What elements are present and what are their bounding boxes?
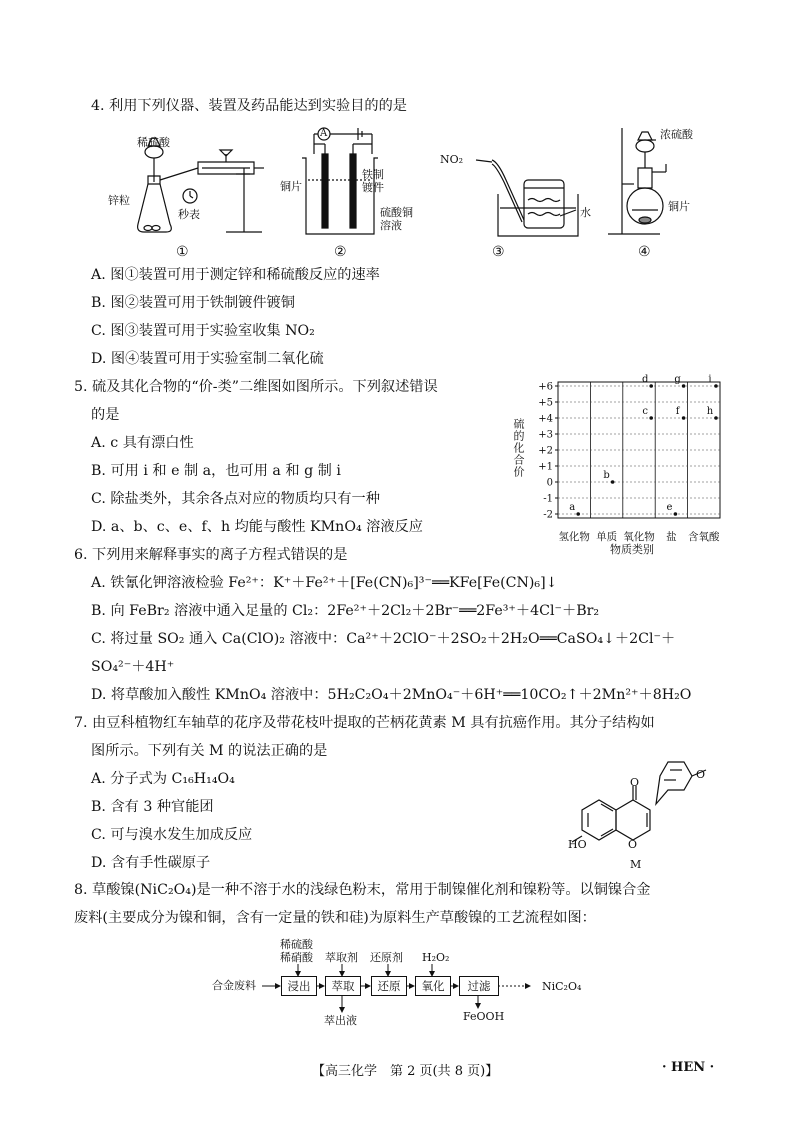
q5-option-b: B. 可用 i 和 e 制 a，也可用 a 和 g 制 i [91, 463, 341, 479]
q7-option-a: A. 分子式为 C₁₆H₁₄O₄ [91, 771, 235, 787]
q7-stem-line2: 图所示。下列有关 M 的说法正确的是 [91, 743, 328, 759]
q7-option-c: C. 可与溴水发生加成反应 [91, 827, 253, 843]
q4-option-b: B. 图②装置可用于铁制镀件镀铜 [91, 295, 295, 311]
flow-step-oxidize: 氧化 [415, 976, 451, 996]
chart-point-label-g: g [674, 374, 681, 385]
mol-o-ring: O [628, 838, 638, 851]
q5-option-a: A. c 具有漂白性 [91, 435, 194, 451]
q6-option-a: A. 铁氰化钾溶液检验 Fe²⁺：K⁺＋Fe²⁺＋[Fe(CN)₆]³⁻══KFe[Fe(CN)₆]↓ [91, 575, 558, 591]
q7-stem-line1: 7. 由豆科植物红车轴草的花序及带花枝叶提取的芒柄花黄素 M 具有抗癌作用。其分子结构如 [74, 715, 655, 731]
chart-point-label-a: a [569, 502, 576, 513]
fig2-iron-label-2: 镀件 [362, 181, 384, 194]
chart-y-tick-label: +6 [538, 381, 553, 393]
flow-reagent1-a: 稀硫酸 [280, 938, 313, 951]
q5-stem-line1: 5. 硫及其化合物的“价-类”二维图如图所示。下列叙述错误 [74, 379, 438, 395]
flow-reagent2: 萃取剂 [325, 951, 358, 964]
q4-option-c: C. 图③装置可用于实验室收集 NO₂ [91, 323, 315, 339]
mol-o-ketone: O [630, 776, 640, 789]
chart-point-h [714, 416, 718, 420]
page-footer-center: 【高三化学 第 2 页(共 8 页)】 [312, 1064, 499, 1079]
chart-point-c [649, 416, 653, 420]
chart-y-tick-label: +5 [538, 397, 553, 409]
flow-step-reduce: 还原 [371, 976, 407, 996]
q7-option-b: B. 含有 3 种官能团 [91, 799, 214, 815]
q5-stem-line2: 的是 [91, 407, 120, 423]
fig3-no2-label: NO₂ [440, 153, 464, 166]
chart-x-category-label: 单质 [596, 531, 618, 543]
chart-point-label-b: b [603, 470, 610, 481]
chart-x-category-label: 氧化物 [623, 531, 655, 543]
chart-point-label-c: c [642, 406, 649, 417]
chart-point-label-d: d [641, 374, 649, 385]
flow-input: 合金废料 [212, 979, 256, 992]
fig2-iron-label-1: 铁制 [362, 168, 384, 181]
flow-feooh: FeOOH [463, 1010, 505, 1023]
flow-reagent1-b: 稀硝酸 [280, 951, 313, 964]
page-footer-right: · HEN · [662, 1060, 715, 1075]
q5-option-c: C. 除盐类外，其余各点对应的物质均只有一种 [91, 491, 380, 507]
chart-y-tick-label: 0 [546, 477, 553, 489]
flow-reagent4: H₂O₂ [422, 951, 450, 964]
mol-o-methoxy: O [696, 768, 706, 781]
fig4-number: ④ [638, 244, 651, 260]
fig4-acid-label: 浓硫酸 [660, 128, 693, 141]
fig1-number: ① [176, 244, 189, 260]
apparatus-3-diagram [462, 150, 592, 242]
q6-stem: 6. 下列用来解释事实的离子方程式错误的是 [74, 547, 348, 563]
flow-step-filter: 过滤 [459, 976, 499, 996]
chart-y-tick-label: -1 [543, 493, 553, 505]
mol-name: M [630, 858, 642, 871]
chart-point-a [576, 512, 580, 516]
chart-x-category-label: 氢化物 [558, 531, 590, 543]
chart-point-label-i: i [708, 374, 712, 385]
fig2-copper-label: 铜片 [280, 180, 302, 193]
fig1-zinc-label: 锌粒 [108, 194, 130, 207]
molecule-m-structure [566, 760, 736, 860]
fig3-number: ③ [492, 244, 505, 260]
q4-stem: 4. 利用下列仪器、装置及药品能达到实验目的的是 [91, 98, 407, 114]
q8-stem-line1: 8. 草酸镍(NiC₂O₄)是一种不溶于水的浅绿色粉末，常用于制镍催化剂和镍粉等。以铜镍合金 [74, 882, 651, 898]
chart-y-tick-label: +3 [538, 429, 553, 441]
chart-y-tick-label: +1 [538, 461, 553, 473]
q6-option-b: B. 向 FeBr₂ 溶液中通入足量的 Cl₂：2Fe²⁺＋2Cl₂＋2Br⁻══2Fe³⁺＋4Cl⁻＋Br₂ [91, 603, 600, 619]
fig2-solution-label-2: 溶液 [380, 219, 402, 232]
q4-option-a: A. 图①装置可用于测定锌和稀硫酸反应的速率 [91, 267, 380, 283]
chart-point-d [649, 384, 653, 388]
chart-y-axis-label: 硫的化合价 [512, 418, 525, 478]
chart-y-tick-label: -2 [543, 509, 553, 521]
flow-step-extract: 萃取 [325, 976, 361, 996]
fig2-solution-label-1: 硫酸铜 [380, 206, 413, 219]
flow-step-leach: 浸出 [281, 976, 317, 996]
q5-option-d: D. a、b、c、e、f、h 均能与酸性 KMnO₄ 溶液反应 [91, 519, 423, 535]
flow-raffinate: 萃出液 [324, 1014, 357, 1027]
chart-x-axis-label: 物质类别 [610, 543, 654, 556]
chart-y-tick-label: +2 [538, 445, 553, 457]
q6-option-c-line2: SO₄²⁻＋4H⁺ [91, 659, 175, 675]
chart-point-b [611, 480, 615, 484]
q8-stem-line2: 废料(主要成分为镍和铜，含有一定量的铁和硅)为原料生产草酸镍的工艺流程如图： [74, 910, 596, 926]
chart-y-tick-label: +4 [538, 413, 553, 425]
chart-point-g [682, 384, 686, 388]
fig3-water-label: 水 [580, 206, 591, 219]
q6-option-d: D. 将草酸加入酸性 KMnO₄ 溶液中：5H₂C₂O₄＋2MnO₄⁻＋6H⁺══10CO₂↑＋2Mn²⁺＋8H₂O [91, 687, 692, 703]
chart-x-category-label: 含氧酸 [688, 531, 720, 543]
mol-ho: HO [568, 838, 587, 851]
apparatus-4-diagram [604, 124, 704, 240]
chart-point-label-f: f [675, 406, 680, 417]
flow-reagent3: 还原剂 [370, 951, 403, 964]
chart-point-label-e: e [666, 502, 673, 513]
flow-product: NiC₂O₄ [542, 980, 582, 993]
chart-point-e [674, 512, 678, 516]
q7-option-d: D. 含有手性碳原子 [91, 855, 211, 871]
fig2-ammeter-label: A [320, 128, 328, 139]
fig1-acid-label: 稀硫酸 [137, 136, 170, 149]
fig1-stopwatch-label: 秒表 [178, 208, 200, 221]
q4-option-d: D. 图④装置可用于实验室制二氧化硫 [91, 351, 324, 367]
chart-point-label-h: h [706, 406, 714, 417]
q6-option-c-line1: C. 将过量 SO₂ 通入 Ca(ClO)₂ 溶液中：Ca²⁺＋2ClO⁻＋2SO₂＋2H₂O══CaSO₄↓＋2Cl⁻＋ [91, 631, 676, 647]
chart-point-i [714, 384, 718, 388]
fig2-number: ② [334, 244, 347, 260]
fig4-copper-label: 铜片 [668, 200, 690, 213]
valence-class-chart [514, 372, 726, 544]
chart-point-f [682, 416, 686, 420]
chart-x-category-label: 盐 [666, 531, 677, 543]
